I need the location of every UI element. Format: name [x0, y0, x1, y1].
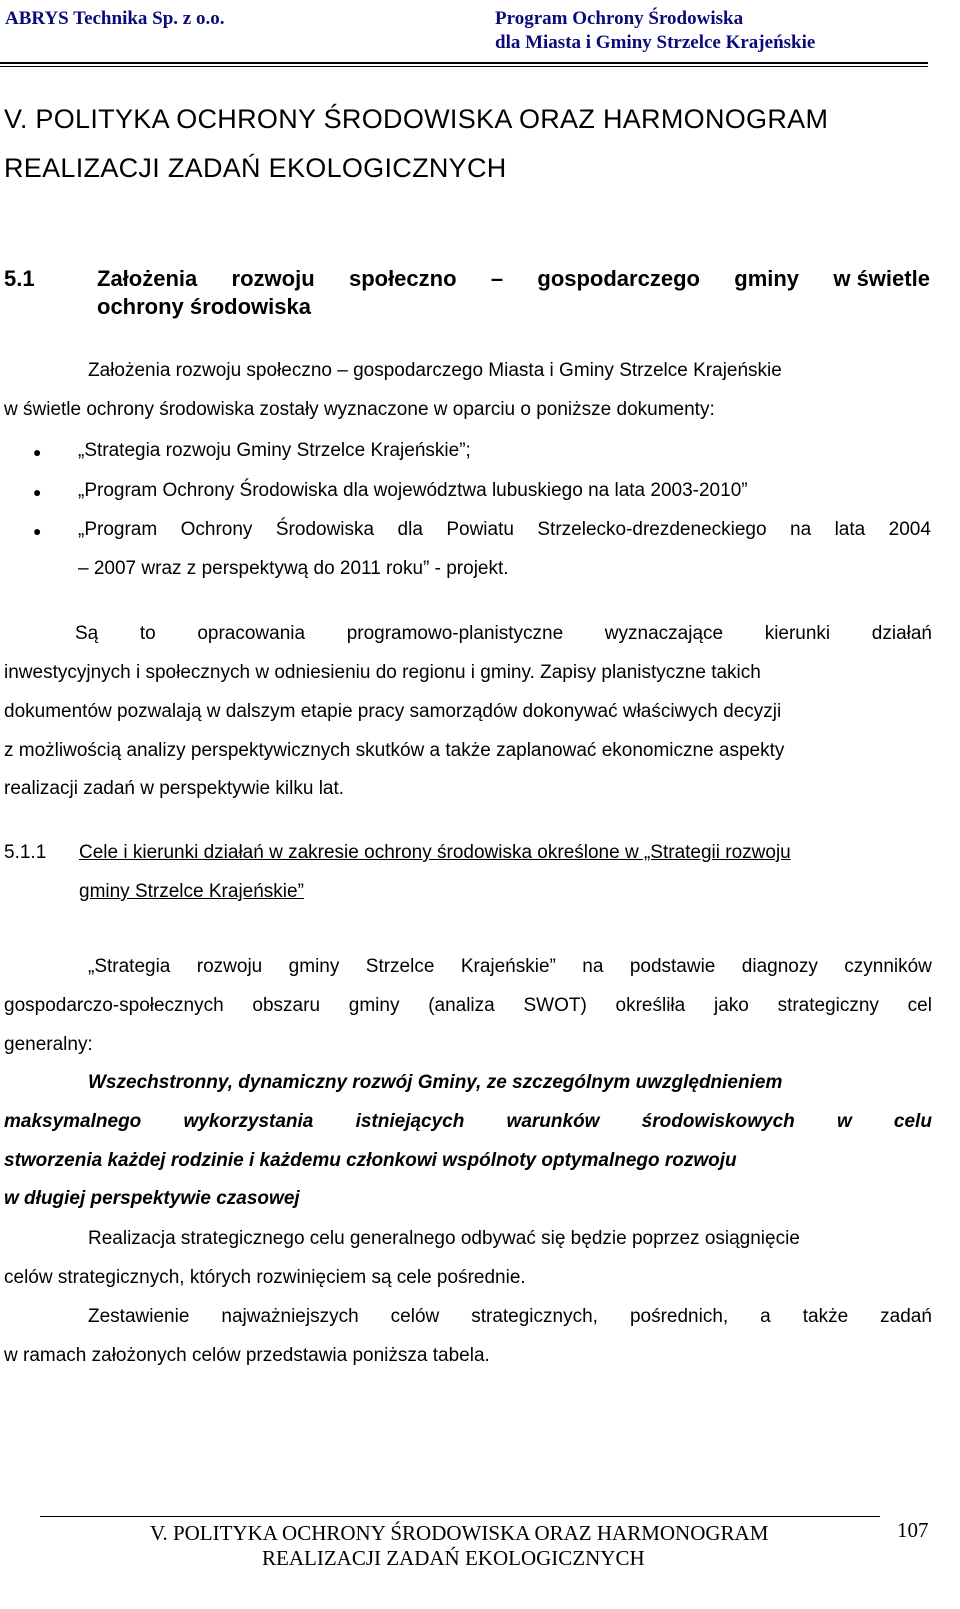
word: cel — [907, 995, 932, 1016]
header-program-line2: dla Miasta i Gminy Strzelce Krajeńskie — [495, 32, 816, 53]
para3-line1: Realizacja strategicznego celu generalnego odbywać się będzie poprzez osiągnięcie — [88, 1228, 800, 1249]
subsection-number: 5.1.1 — [4, 842, 47, 863]
header-rule — [0, 62, 928, 64]
para1-line1 — [75, 623, 932, 645]
word: działań — [871, 623, 932, 644]
word: wykorzystania — [183, 1111, 314, 1132]
header-company: ABRYS Technika Sp. z o.o. — [5, 8, 225, 29]
para1-line3: dokumentów pozwalają w dalszym etapie pracy samorządów dokonywać właściwych decyzji — [4, 701, 782, 722]
para4-line2: w ramach założonych celów przedstawia poniższa tabela. — [4, 1345, 490, 1366]
para1-line5: realizacji zadań w perspektywie kilku lat. — [4, 778, 345, 799]
list-item-1: „Strategia rozwoju Gminy Strzelce Krajeńskie”; — [78, 440, 471, 461]
word: rozwoju — [196, 956, 263, 977]
word: pośrednich, — [629, 1306, 729, 1327]
para1-line4: z możliwością analizy perspektywicznych skutków a także zaplanować ekonomiczne aspekty — [4, 740, 785, 761]
goal-line2 — [4, 1111, 932, 1133]
section-title-line1 — [97, 266, 930, 292]
word: strategicznych, — [471, 1306, 598, 1327]
word: kierunki — [764, 623, 831, 644]
word: Ochrony — [180, 519, 253, 540]
list-item-2: „Program Ochrony Środowiska dla województwa lubuskiego na lata 2003-2010” — [78, 480, 748, 501]
word: – — [490, 266, 504, 291]
word: SWOT) — [523, 995, 587, 1016]
word: gospodarczego — [537, 266, 700, 291]
word: celów — [390, 1306, 440, 1327]
para4-line1 — [88, 1306, 932, 1328]
word: gminy — [348, 995, 400, 1016]
word: „Strategia — [88, 956, 171, 977]
word: Zestawienie — [88, 1306, 190, 1327]
word: (analiza — [428, 995, 495, 1016]
para2-line2 — [4, 995, 932, 1017]
word: a — [760, 1306, 771, 1327]
word: podstawie — [629, 956, 716, 977]
list-item-3-line1 — [78, 519, 931, 541]
intro-line1: Założenia rozwoju społeczno – gospodarczego Miasta i Gminy Strzelce Krajeńskie — [88, 360, 782, 381]
footer-line2: REALIZACJI ZADAŃ EKOLOGICZNYCH — [262, 1546, 645, 1570]
para2-line3: generalny: — [4, 1034, 93, 1055]
chapter-title-line2: REALIZACJI ZADAŃ EKOLOGICZNYCH — [4, 153, 507, 183]
footer-rule — [40, 1516, 880, 1517]
section-title-line2: ochrony środowiska — [97, 294, 311, 319]
word: opracowania — [197, 623, 306, 644]
bullet-icon: ● — [33, 484, 42, 500]
goal-line3: stworzenia każdej rodzinie i każdemu członkowi wspólnoty optymalnego rozwoju — [4, 1150, 737, 1171]
word: czynników — [844, 956, 932, 977]
page-number: 107 — [897, 1518, 929, 1542]
subsection-title-line1: Cele i kierunki działań w zakresie ochrony środowiska określone w „Strategii rozwoju — [79, 842, 791, 863]
header-rule-thin — [0, 66, 928, 67]
header-program-line1: Program Ochrony Środowiska — [495, 8, 744, 29]
word: rozwoju — [231, 266, 315, 291]
word: środowiskowych — [641, 1111, 795, 1132]
goal-line4: w długiej perspektywie czasowej — [4, 1188, 300, 1209]
word: jako — [713, 995, 749, 1016]
word: w świetle — [833, 266, 930, 291]
para3-line2: celów strategicznych, których rozwinięciem są cele pośrednie. — [4, 1267, 526, 1288]
para1-line2: inwestycyjnych i społecznych w odniesieniu do regionu i gminy. Zapisy planistyczne takich — [4, 662, 761, 683]
section-number: 5.1 — [4, 266, 35, 291]
word: także — [802, 1306, 849, 1327]
word: Są — [75, 623, 99, 644]
word: diagnozy — [741, 956, 818, 977]
word: gospodarczo-społecznych — [4, 995, 224, 1016]
word: maksymalnego — [4, 1111, 142, 1132]
word: Powiatu — [446, 519, 514, 540]
goal-line1: Wszechstronny, dynamiczny rozwój Gminy, ze szczególnym uwzględnieniem — [88, 1072, 783, 1093]
word: na — [790, 519, 812, 540]
chapter-title-line1: V. POLITYKA OCHRONY ŚRODOWISKA ORAZ HARMONOGRAM — [4, 104, 829, 134]
bullet-icon: ● — [33, 523, 42, 539]
word: gminy — [288, 956, 340, 977]
subsection-title-line2: gminy Strzelce Krajeńskie” — [79, 881, 304, 902]
word: „Program — [78, 519, 158, 540]
word: warunków — [506, 1111, 600, 1132]
word: Założenia — [97, 266, 198, 291]
word: strategiczny — [777, 995, 879, 1016]
word: Strzelce — [365, 956, 435, 977]
word: programowo-planistyczne — [346, 623, 564, 644]
para2-line1 — [88, 956, 932, 978]
word: Środowiska — [275, 519, 375, 540]
word: społeczno — [348, 266, 457, 291]
word: na — [582, 956, 604, 977]
word: obszaru — [252, 995, 321, 1016]
bullet-icon: ● — [33, 444, 42, 460]
word: dla — [397, 519, 423, 540]
word: 2004 — [888, 519, 931, 540]
word: lata — [834, 519, 866, 540]
word: wyznaczające — [604, 623, 724, 644]
word: to — [139, 623, 156, 644]
list-item-3-line2: – 2007 wraz z perspektywą do 2011 roku” - projekt. — [78, 558, 509, 579]
word: określiła — [615, 995, 686, 1016]
word: w — [836, 1111, 852, 1132]
footer-line1: V. POLITYKA OCHRONY ŚRODOWISKA ORAZ HARMONOGRAM — [150, 1521, 769, 1545]
word: Krajeńskie” — [460, 956, 556, 977]
word: Strzelecko-drezdeneckiego — [537, 519, 767, 540]
word: istniejących — [355, 1111, 465, 1132]
word: zadań — [880, 1306, 932, 1327]
intro-line2: w świetle ochrony środowiska zostały wyznaczone w oparciu o poniższe dokumenty: — [4, 399, 715, 420]
word: najważniejszych — [221, 1306, 359, 1327]
word: celu — [893, 1111, 932, 1132]
word: gminy — [734, 266, 800, 291]
